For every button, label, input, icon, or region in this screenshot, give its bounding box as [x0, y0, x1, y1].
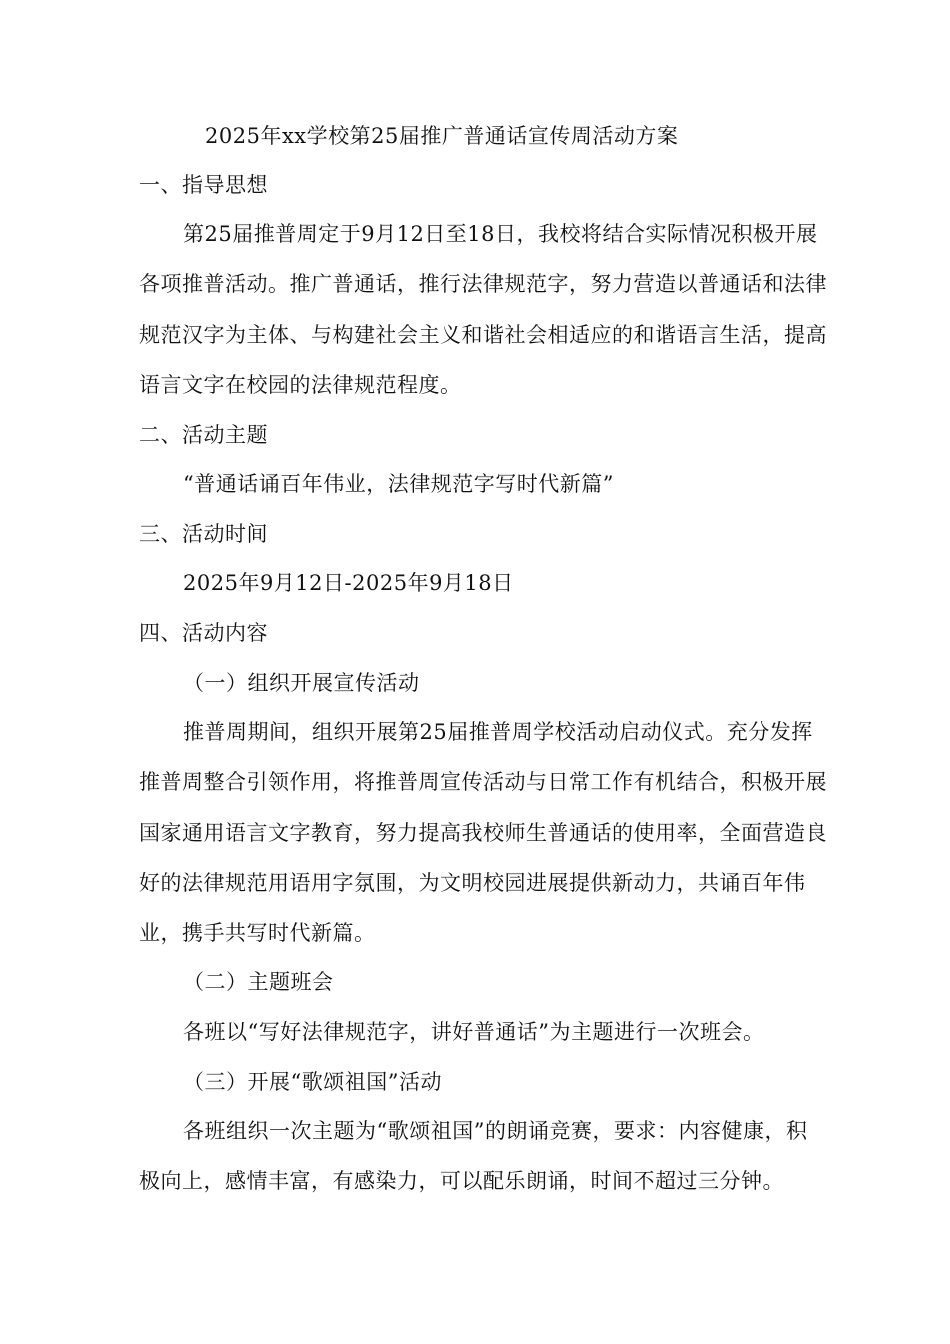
- section-heading-activity-content: 四、活动内容: [139, 621, 268, 645]
- subsection-heading-publicity: （一）组织开展宣传活动: [183, 671, 420, 695]
- paragraph-line: 推普周整合引领作用，将推普周宣传活动与日常工作有机结合，积极开展: [139, 770, 827, 794]
- activity-date-range: 2025年9月12日-2025年9月18日: [183, 571, 514, 595]
- paragraph-line: 推普周期间，组织开展第25届推普周学校活动启动仪式。充分发挥: [183, 720, 813, 744]
- paragraph-line: 各班组织一次主题为“歌颂祖国”的朗诵竞赛，要求：内容健康，积: [183, 1119, 808, 1143]
- paragraph-line: 第25届推普周定于9月12日至18日，我校将结合实际情况积极开展: [183, 222, 818, 246]
- paragraph-line: 各班以“写好法律规范字，讲好普通话”为主题进行一次班会。: [183, 1020, 765, 1044]
- paragraph-line: 业，携手共写时代新篇。: [139, 921, 376, 945]
- subsection-heading-class-meeting: （二）主题班会: [183, 970, 334, 994]
- section-heading-guiding-ideology: 一、指导思想: [139, 173, 268, 197]
- section-heading-activity-time: 三、活动时间: [139, 522, 268, 546]
- document-title: 2025年xx学校第25届推广普通话宣传周活动方案: [205, 124, 679, 148]
- paragraph-line: 语言文字在校园的法律规范程度。: [139, 373, 462, 397]
- paragraph-line: 极向上，感情丰富，有感染力，可以配乐朗诵，时间不超过三分钟。: [139, 1169, 784, 1193]
- subsection-heading-praise-motherland: （三）开展“歌颂祖国”活动: [183, 1070, 442, 1094]
- paragraph-line: 好的法律规范用语用字氛围，为文明校园进展提供新动力，共诵百年伟: [139, 871, 806, 895]
- paragraph-line: 各项推普活动。推广普通话，推行法律规范字，努力营造以普通话和法律: [139, 272, 827, 296]
- paragraph-line: 国家通用语言文字教育，努力提高我校师生普通话的使用率，全面营造良: [139, 821, 827, 845]
- paragraph-line: 规范汉字为主体、与构建社会主义和谐社会相适应的和谐语言生活，提高: [139, 323, 827, 347]
- section-heading-activity-theme: 二、活动主题: [139, 423, 268, 447]
- theme-slogan: “普通话诵百年伟业，法律规范字写时代新篇”: [183, 472, 614, 496]
